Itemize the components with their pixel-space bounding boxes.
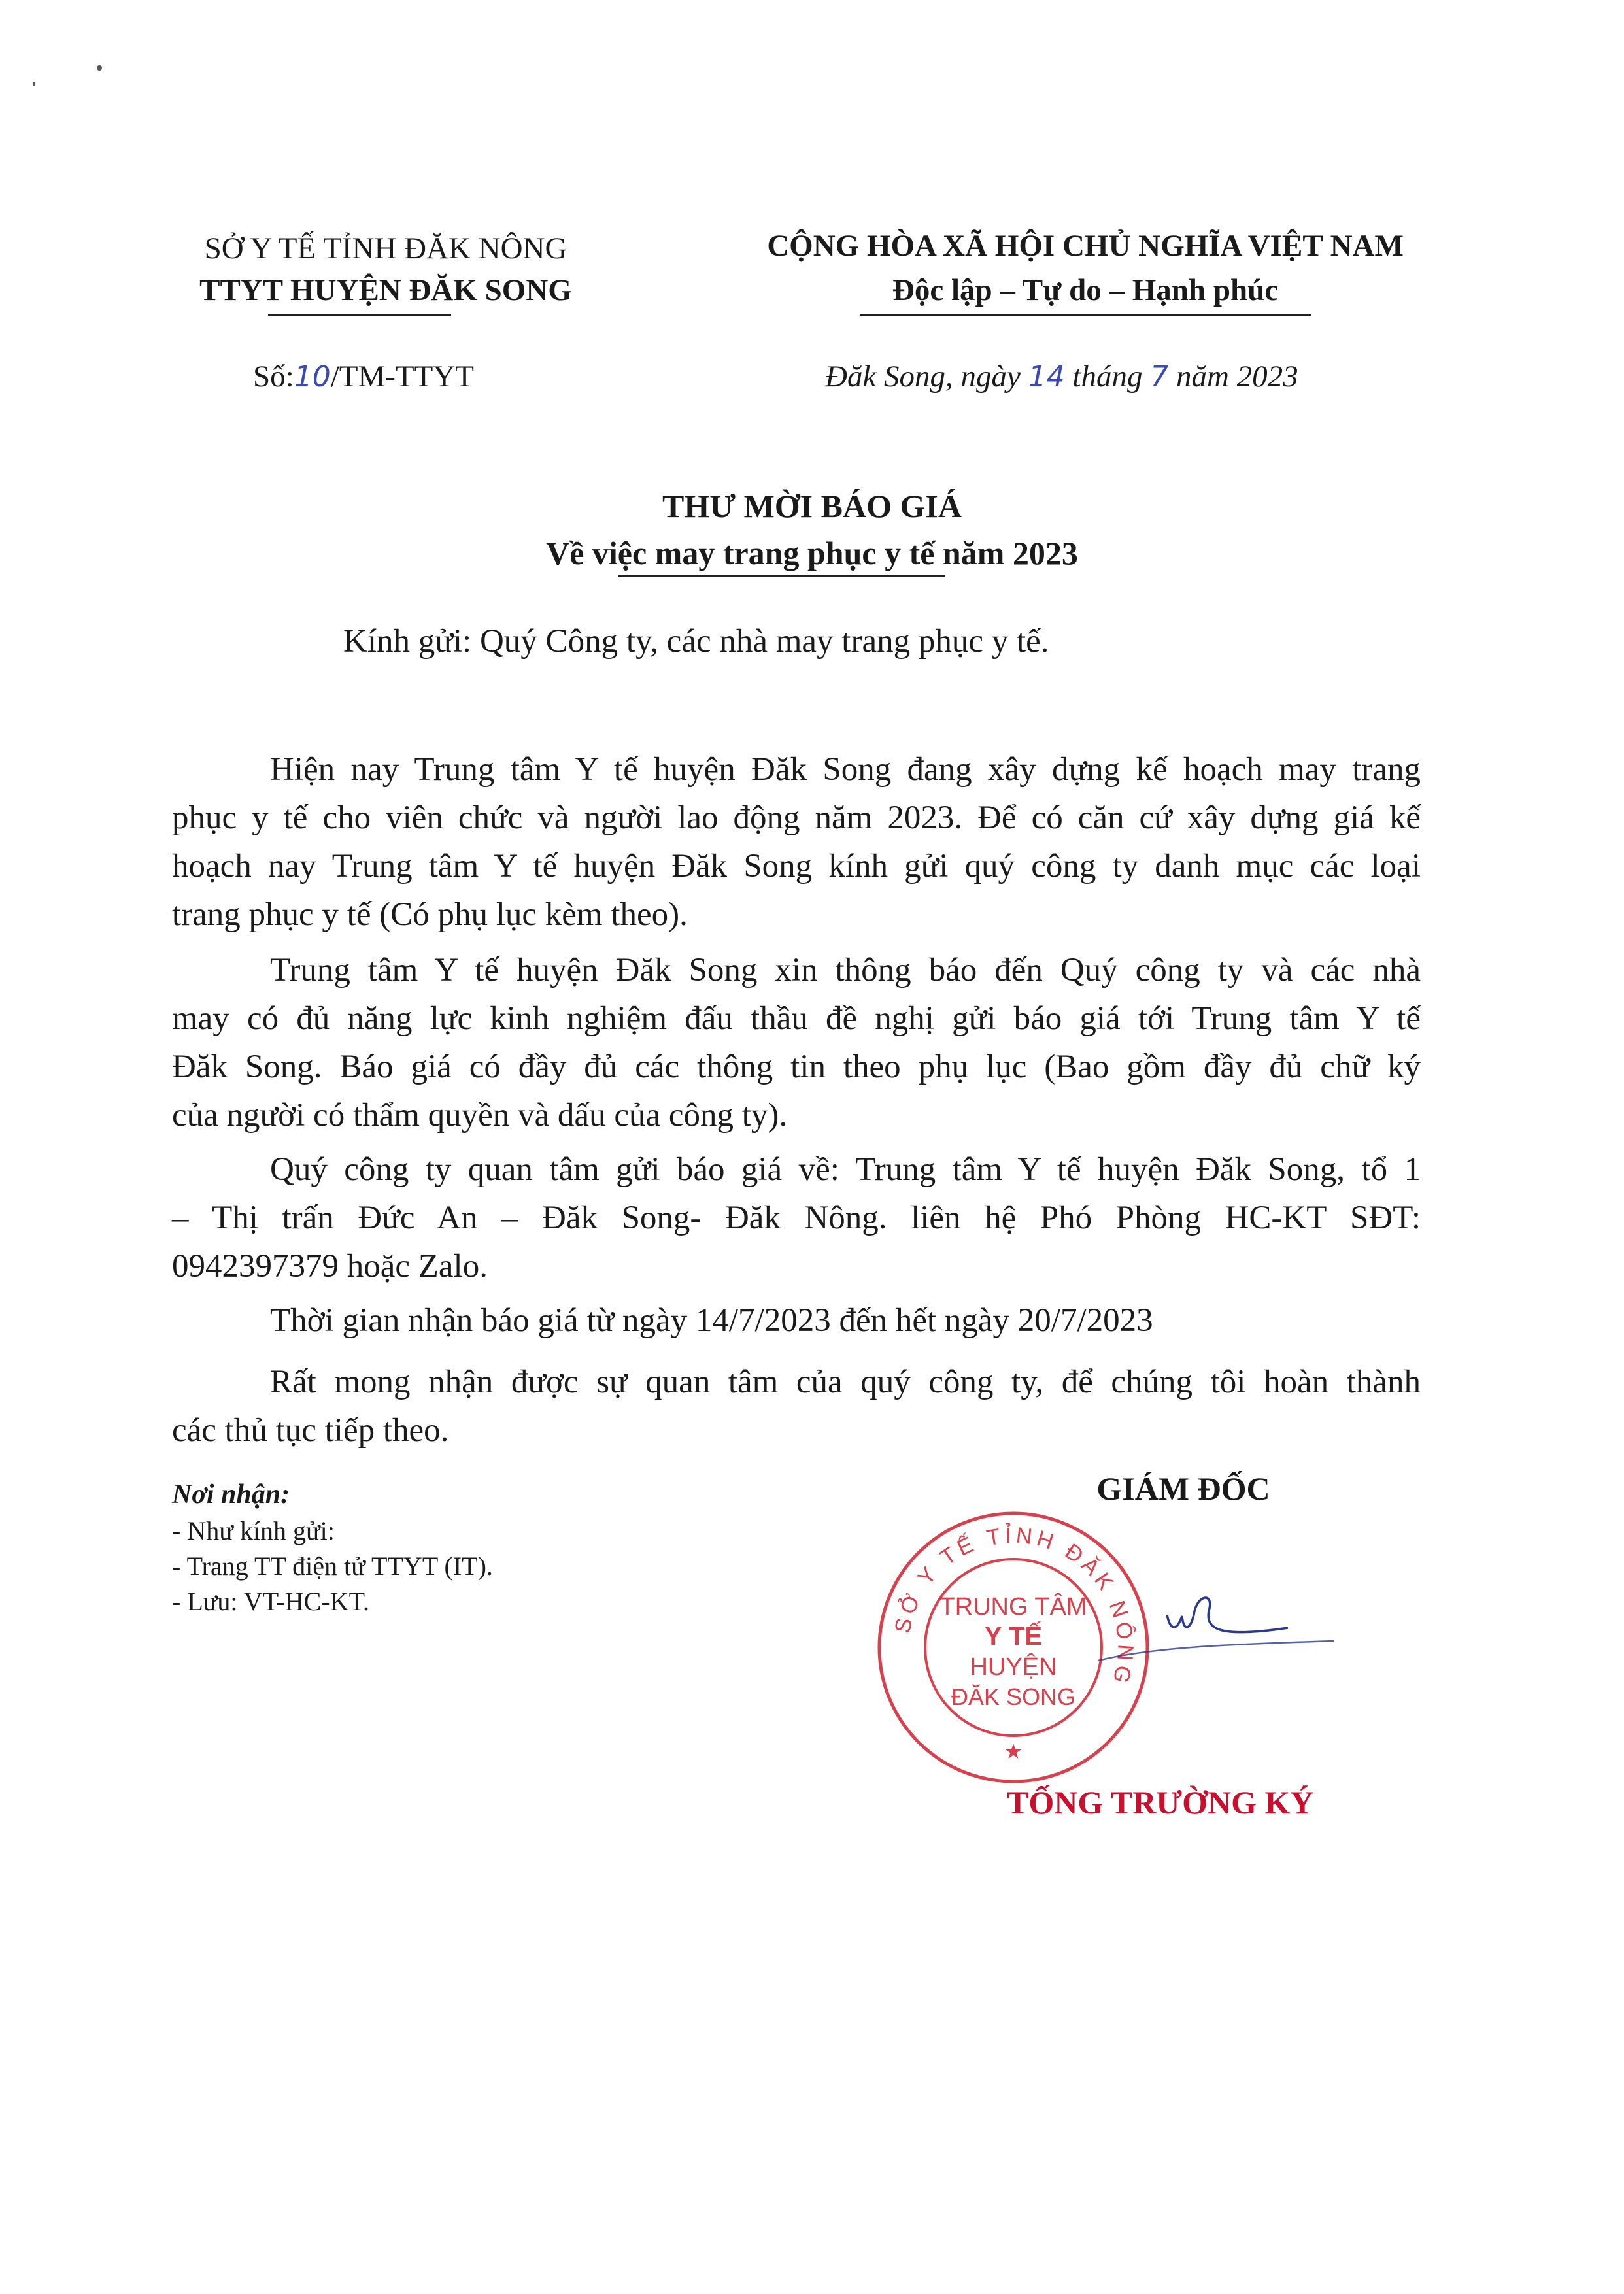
date-day-handwritten: 14 [1028,360,1065,394]
scan-speck [33,82,35,86]
paragraph-intro [172,745,1421,939]
seal-line-1: TRUNG TÂM [939,1593,1087,1621]
signature-title: GIÁM ĐỐC [1096,1470,1270,1507]
seal-outer-text: SỞ Y TẾ TỈNH ĐĂK NÔNG [890,1523,1138,1690]
paragraph-line: Quý công ty quan tâm gửi báo giá về: Trung tâm Y tế huyện Đăk Song, tổ 1 [270,1151,1421,1188]
paragraph-line: Trung tâm Y tế huyện Đăk Song xin thông báo đến Quý công ty và các nhà [270,952,1421,988]
country-name: CỘNG HÒA XÃ HỘI CHỦ NGHĨA VIỆT NAM [767,229,1404,263]
paragraph-line: Thời gian nhận báo giá từ ngày 14/7/2023 đến hết ngày 20/7/2023 [270,1302,1153,1339]
seal-star-icon: ★ [1004,1739,1023,1764]
paragraph-invitation [172,946,1421,1139]
greeting: Kính gửi: Quý Công ty, các nhà may trang phục y tế. [343,623,1049,660]
paragraph-line: 0942397379 hoặc Zalo. [172,1248,488,1285]
document-date [825,357,1298,397]
paragraph-line: hoạch nay Trung tâm Y tế huyện Đăk Song kính gửi quý công ty danh mục các loại [172,848,1421,885]
date-place: Đăk Song, ngày [825,360,1028,394]
date-month-handwritten: 7 [1150,360,1169,394]
paragraph-line: Rất mong nhận được sự quan tâm của quý công ty, để chúng tôi hoàn thành [270,1364,1421,1400]
motto-underline [860,314,1311,316]
paragraph-line: trang phục y tế (Có phụ lục kèm theo). [172,896,688,933]
paragraph-line: may có đủ năng lực kinh nghiệm đấu thầu đề nghị gửi báo giá tới Trung tâm Y tế [172,1000,1421,1037]
subtitle-underline [618,575,945,577]
agency-underline [268,314,451,316]
paragraph-line: phục y tế cho viên chức và người lao động năm 2023. Để có căn cứ xây dựng giá kế [172,800,1421,836]
paragraph-closing [172,1358,1421,1455]
recipient-item: - Lưu: VT-HC-KT. [172,1587,370,1616]
seal-line-4: ĐĂK SONG [951,1683,1076,1710]
doc-number-suffix: /TM-TTYT [330,360,474,394]
scan-speck [97,65,102,71]
seal-line-2: Y TẾ [984,1622,1043,1651]
document-subtitle: Về việc may trang phục y tế năm 2023 [546,535,1078,571]
doc-number-prefix: Số: [253,360,294,394]
recipient-item: - Như kính gửi: [172,1516,335,1545]
paragraph-line: các thủ tục tiếp theo. [172,1412,449,1449]
agency-name: TTYT HUYỆN ĐĂK SONG [199,273,572,307]
agency-parent: SỞ Y TẾ TỈNH ĐĂK NÔNG [204,231,567,265]
doc-number-handwritten: 10 [294,360,331,394]
paragraph-deadline [172,1296,1421,1345]
handwritten-signature [1098,1569,1360,1700]
signer-name: TỐNG TRƯỜNG KÝ [1007,1784,1314,1821]
paragraph-line: – Thị trấn Đức An – Đăk Song- Đăk Nông. liên hệ Phó Phòng HC-KT SĐT: [172,1200,1421,1236]
paragraph-contact [172,1145,1421,1290]
paragraph-line: Đăk Song. Báo giá có đầy đủ các thông tin theo phụ lục (Bao gồm đầy đủ chữ ký [172,1049,1421,1085]
paragraph-line: Hiện nay Trung tâm Y tế huyện Đăk Song đang xây dựng kế hoạch may trang [270,751,1421,788]
seal-line-3: HUYỆN [970,1653,1057,1681]
date-year: năm 2023 [1168,360,1298,394]
document-number [253,357,474,397]
date-month-label: tháng [1064,360,1151,394]
paragraph-line: của người có thẩm quyền và dấu của công ty). [172,1097,788,1134]
recipients-label: Nơi nhận: [172,1479,290,1510]
document-title: THƯ MỜI BÁO GIÁ [662,488,962,524]
recipient-item: - Trang TT điện tử TTYT (IT). [172,1551,493,1581]
national-motto: Độc lập – Tự do – Hạnh phúc [892,273,1279,307]
